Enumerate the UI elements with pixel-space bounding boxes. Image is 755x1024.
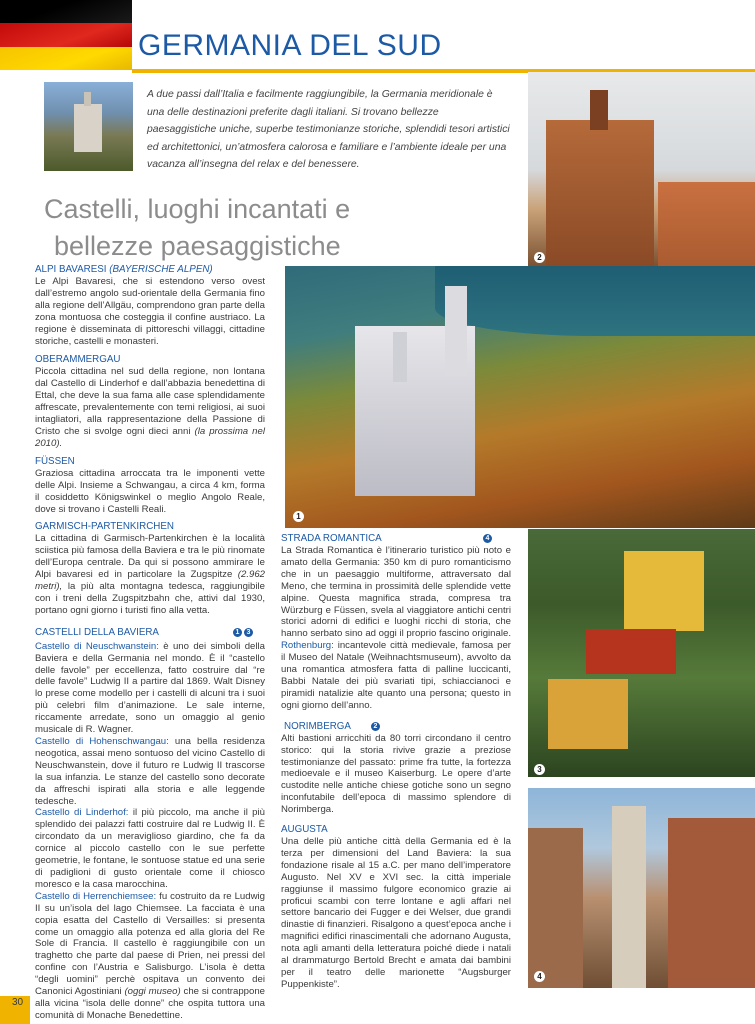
text-alpi: Le Alpi Bavaresi, che si estendono verso ovest dall’estremo angolo sud-orientale della Germania fino alla regione dell’Allgäu, comprendono gran parte della zona montuosa che costeggia il confine austriaco. La regione è disseminata di pittoreschi villaggi, cittadine storiche, castelli e monasteri. [35,276,265,347]
text-norimberga: Alti bastioni arricchiti da 80 torri circondano il centro storico: qui la storia rivive grazie a preziose testimonianze del passato: prime fra tutte, la fortezza medioevale e il museo Kaiserburg. Le opere d’arte custodite nelle antiche chiese gotiche sono un segno inconfutabile dell’epoca di massimo splendore di Norimberga. [281,732,511,816]
page-title: GERMANIA DEL SUD [138,29,442,62]
castelli-ref-1: 1 [233,628,242,637]
neuschwanstein-photo [285,266,755,528]
text-oberammergau: Piccola cittadina nel sud della regione, non lontana dal Castello di Linderhof e dall’abbazia benedettina di Ettal, che deve la sua fama alle case splendidamente affrescate, prevalentemente con temi religiosi, ai suoi intagliatori, alla rappresentazione della Passione di Cristo che si svolge ogni dieci anni (la prossima nel 2010). [35,366,265,449]
heading-garmisch: GARMISCH-PARTENKIRCHEN [35,521,174,533]
norimberga-ref-2: 2 [371,722,380,731]
right-column [281,533,511,991]
heading-strada: STRADA ROMANTICA 4 [281,533,511,545]
left-column [35,264,265,1022]
intro-paragraph: A due passi dall’Italia e facilmente raggiungibile, la Germania meridionale è una delle destinazioni preferite dagli italiani. Si trovano bellezze paesaggistiche uniche, superbe testimonianze storiche, splendidi tesori artistici ed architettonici, un’atmosfera calorosa e familiare e l’ambiente ideale per una vacanza all’insegna del relax e del benessere. [147,89,510,171]
heading-augusta: AUGUSTA [281,824,328,836]
headline-line-2: bellezze paesaggistiche [54,231,341,261]
nuremberg-church-photo [528,72,755,267]
text-herrenchiemsee: Castello di Herrenchiemsee: fu costruito da re Ludwig II su un’isola del lago Chiemsee. La facciata è una copia esatta del Castello di Versailles: si presenta come un omaggio alla potenza ed alla gloria del Re Sole di Francia. Il castello è raggiungibile con un traghetto che parte dal paese di Prien, nei pressi del confine con l’Austria e Salisburgo. L’isola è detta “degli uomini” perchè ospitava un convento dei Canonici Agostiniani (oggi museo) che si contrappone alla vicina “isola delle donne” che ospita tuttora una comunità di Monache Benedettine. [35,890,266,1021]
heading-fussen: FÜSSEN [35,455,75,467]
photo-badge-1: 1 [293,511,304,522]
text-fussen: Graziosa cittadina arroccata tra le imponenti vette delle Alpi. Insieme a Schwangau, a circa 4 km, forma il cosiddetto Königswinkel o meglio Angolo Reale, dove si trovano i Castelli Reali. [35,467,265,515]
photo-badge-4: 4 [534,971,545,982]
text-neuschwanstein: Castello di Neuschwanstein: è uno dei simboli della Baviera e della Germania nel mondo. È il “castello delle favole” per eccellenza, fatto costruire dal “re delle favole” Ludwig II a partire dal 1869. Walt Disney lo prese come modello per i castelli di alcuni tra i suoi più celebri film d’animazione. Le sale interne, riccamente arredate, sono un omaggio al genio musicale di R. Wagner. [35,640,265,736]
heading-norimberga: NORIMBERGA 2 [281,721,511,733]
text-augusta: Una delle più antiche città della Germania ed è la terza per dimensioni del Land Baviera: la sua fondazione risale al 15 a.C. per mano dell’imperatore Augusto. Nel XV e XVI sec. la città imperiale raggiunse il massimo fulgore economico grazie ai proficui scambi con terre lontane e agli affari nel settore bancario dei Fugger e dei Welser, due grandi dinastie di finanzieri. Risalgono a quest’epoca anche i magnifici edifici rinascimentali che adornano Augusta, nota agli amanti della letteratura poiché diede i natali al drammaturgo Bertold Brecht e amata dai bambini per il teatro delle marionette “Augsburger Puppenkiste”. [281,836,511,990]
photo-badge-2: 2 [534,252,545,263]
heading-alpi: ALPI BAVARESI (BAYERISCHE ALPEN) [35,264,213,275]
page-number-box [0,996,30,1024]
heading-oberammergau: OBERAMMERGAU [35,354,121,366]
page-number: 30 [12,997,24,1008]
germany-flag-image [0,0,132,70]
rothenburg-photo [528,788,755,988]
strada-ref-4: 4 [483,534,492,543]
castle-thumbnail-image [44,82,133,171]
text-hohenschwangau: Castello di Hohenschwangau: una bella residenza neogotica, assai meno sontuoso del vicino Castello di Neuschwanstein, dove il futuro re Ludwig II trascorse la sua infanzia. Le stanze del castello sono decorate da affreschi ispirati alla storia e alle leggende tedesche. [35,736,265,807]
text-linderhof: Castello di Linderhof: il più piccolo, ma anche il più splendido dei palazzi fatti costruire dal re Ludwig II. È circondato da un meraviglioso giardino, che fa da cornice al piccolo castello con le sue perfette geometrie, le fontane, le sontuose statue ed una serie di padiglioni di gusto orientale come il chiosco moresco e la casa marocchina. [35,807,265,890]
castelli-ref-3: 3 [244,628,253,637]
text-garmisch: La cittadina di Garmisch-Partenkirchen è la località sciistica più famosa della Baviera e tra le più rinomate dell’Europa centrale. Da qui si possono ammirare le Alpi bavaresi ed in particolare la Zugspitze (2.962 metri), la più alta montagna tedesca, raggiungibile con i treni della Zugspitzbahn che, attivi dal 1930, portano ogni giorno i turisti fino alla vetta. [35,533,265,616]
photo-badge-3: 3 [534,764,545,775]
heading-castelli: CASTELLI DELLA BAVIERA 1 3 [35,627,265,639]
headline-line-1: Castelli, luoghi incantati e [44,194,351,224]
section-headline [44,191,524,265]
hohenschwangau-photo [528,529,755,777]
text-strada: La Strada Romantica è l’itinerario turistico più noto e amato della Germania: 350 km di puro romanticismo che in un paesaggio multiforme, attraversato dal Meno, che termina in prossimità delle splendide vette alpine. Questa magnifica strada, compresa tra Würzburg e Füssen, svela al viaggiatore antichi centri storici adorni di edifici e luoghi ricchi di storia, che hanno serbato sino ad oggi il proprio fascino originale. Rothenburg: incantevole città medievale, famosa per il Museo del Natale (Weihnachtsmuseum), avvolto da una romantica atmosfera fatta di palline luccicanti, Babbi Natale dei più svariati tipi, schiaccianoci e piramidi natalizie alte quanto una persona; questo in ogni giorno dell’anno. [281,545,512,711]
